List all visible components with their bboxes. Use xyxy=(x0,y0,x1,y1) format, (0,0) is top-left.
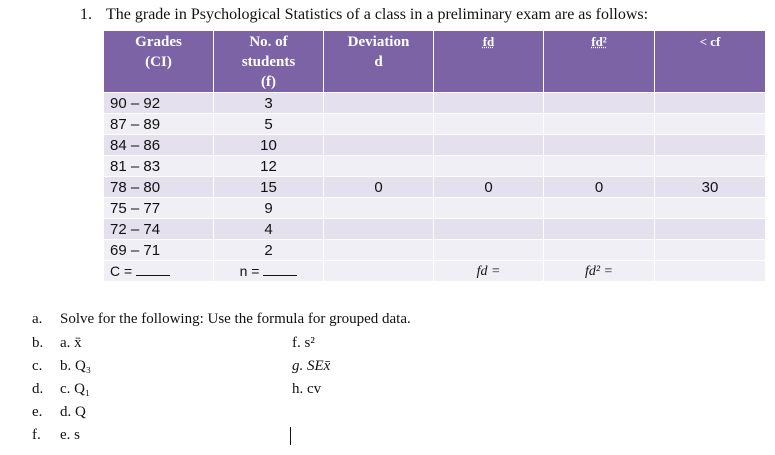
total-n-blank[interactable] xyxy=(263,264,297,276)
cell-fd2[interactable] xyxy=(544,135,655,156)
cell-d[interactable] xyxy=(324,198,434,219)
cell-fd[interactable] xyxy=(434,156,544,177)
cell-fd2[interactable] xyxy=(544,240,655,261)
cell-d[interactable] xyxy=(324,114,434,135)
question-text: The grade in Psychological Statistics of a class in a preliminary exam are as follows: xyxy=(106,6,649,23)
total-fd2-label: fd² = xyxy=(584,264,614,279)
cell-cf[interactable]: 30 xyxy=(655,177,766,198)
item-standard-error: g. SEx̄ xyxy=(292,358,331,374)
item-variance: f. s² xyxy=(292,335,315,351)
cell-f: 3 xyxy=(214,93,324,114)
cell-ci: 87 – 89 xyxy=(104,114,214,135)
cell-fd2[interactable] xyxy=(544,93,655,114)
table-row xyxy=(104,156,766,177)
total-fd-cell[interactable] xyxy=(434,261,544,282)
cell-cf[interactable] xyxy=(655,135,766,156)
total-n-cell xyxy=(214,261,324,282)
instruction-line-a xyxy=(32,311,411,328)
item-q3: b. Q₃ xyxy=(60,358,92,374)
list-marker: f. xyxy=(32,427,41,443)
cell-f: 9 xyxy=(214,198,324,219)
table-row xyxy=(104,93,766,114)
item-q: d. Q xyxy=(60,404,86,420)
cell-fd2[interactable] xyxy=(544,156,655,177)
cell-fd2[interactable] xyxy=(544,114,655,135)
text-cursor xyxy=(290,427,291,445)
item-mean: a. x̄ xyxy=(60,335,82,351)
total-fd-label: fd = xyxy=(476,264,501,279)
total-d-cell xyxy=(324,261,434,282)
table-row xyxy=(104,198,766,219)
item-cv: h. cv xyxy=(292,381,322,397)
table-row xyxy=(104,177,766,198)
cell-ci: 69 – 71 xyxy=(104,240,214,261)
instruction-text: Solve for the following: Use the formula for grouped data. xyxy=(60,311,411,327)
item-q1: c. Q₁ xyxy=(60,381,91,397)
list-marker: a. xyxy=(32,311,43,327)
cell-fd2[interactable] xyxy=(544,198,655,219)
table-header-row xyxy=(104,31,766,93)
instruction-line-b xyxy=(32,335,82,352)
cell-fd[interactable] xyxy=(434,240,544,261)
cell-f: 2 xyxy=(214,240,324,261)
class-width-label: C = xyxy=(110,263,137,279)
cell-f: 10 xyxy=(214,135,324,156)
cell-cf[interactable] xyxy=(655,156,766,177)
grade-table xyxy=(103,30,766,282)
list-marker: b. xyxy=(32,335,44,351)
cell-ci: 78 – 80 xyxy=(104,177,214,198)
cell-ci: 75 – 77 xyxy=(104,198,214,219)
cell-d[interactable] xyxy=(324,219,434,240)
cell-cf[interactable] xyxy=(655,93,766,114)
cell-fd[interactable]: 0 xyxy=(434,177,544,198)
class-width-blank[interactable] xyxy=(136,264,170,276)
cell-f: 5 xyxy=(214,114,324,135)
header-grades: Grades (CI) xyxy=(104,31,214,93)
cell-cf[interactable] xyxy=(655,219,766,240)
class-width-cell xyxy=(104,261,214,282)
instruction-line-d xyxy=(32,381,90,398)
header-deviation: Deviation d xyxy=(324,31,434,93)
list-marker: d. xyxy=(32,381,44,397)
cell-fd[interactable] xyxy=(434,93,544,114)
cell-cf[interactable] xyxy=(655,198,766,219)
question-number: 1. xyxy=(80,6,92,23)
cell-ci: 81 – 83 xyxy=(104,156,214,177)
question-title xyxy=(80,6,648,24)
header-fd2: fd² xyxy=(544,31,655,93)
cell-cf[interactable] xyxy=(655,240,766,261)
totals-row xyxy=(104,261,766,282)
cell-f: 15 xyxy=(214,177,324,198)
table-row xyxy=(104,219,766,240)
cell-fd[interactable] xyxy=(434,219,544,240)
cell-ci: 84 – 86 xyxy=(104,135,214,156)
cell-fd2[interactable]: 0 xyxy=(544,177,655,198)
header-students: No. of students (f) xyxy=(214,31,324,93)
header-fd: fd xyxy=(434,31,544,93)
cell-f: 12 xyxy=(214,156,324,177)
total-cf-cell xyxy=(655,261,766,282)
instruction-line-c xyxy=(32,358,91,375)
table-row xyxy=(104,135,766,156)
cell-d[interactable] xyxy=(324,93,434,114)
item-s: e. s xyxy=(60,427,80,443)
cell-d[interactable] xyxy=(324,240,434,261)
total-n-label: n = xyxy=(239,263,264,279)
total-fd2-cell[interactable] xyxy=(544,261,655,282)
cell-cf[interactable] xyxy=(655,114,766,135)
header-cf: < cf xyxy=(655,31,766,93)
cell-f: 4 xyxy=(214,219,324,240)
instruction-line-f xyxy=(32,427,80,444)
cell-fd[interactable] xyxy=(434,114,544,135)
cell-fd[interactable] xyxy=(434,198,544,219)
list-marker: c. xyxy=(32,358,43,374)
cell-fd2[interactable] xyxy=(544,219,655,240)
cell-ci: 90 – 92 xyxy=(104,93,214,114)
cell-d[interactable]: 0 xyxy=(324,177,434,198)
list-marker: e. xyxy=(32,404,43,420)
cell-ci: 72 – 74 xyxy=(104,219,214,240)
instruction-line-e xyxy=(32,404,86,421)
table-row xyxy=(104,240,766,261)
table-row xyxy=(104,114,766,135)
cell-d[interactable] xyxy=(324,135,434,156)
cell-fd[interactable] xyxy=(434,135,544,156)
cell-d[interactable] xyxy=(324,156,434,177)
